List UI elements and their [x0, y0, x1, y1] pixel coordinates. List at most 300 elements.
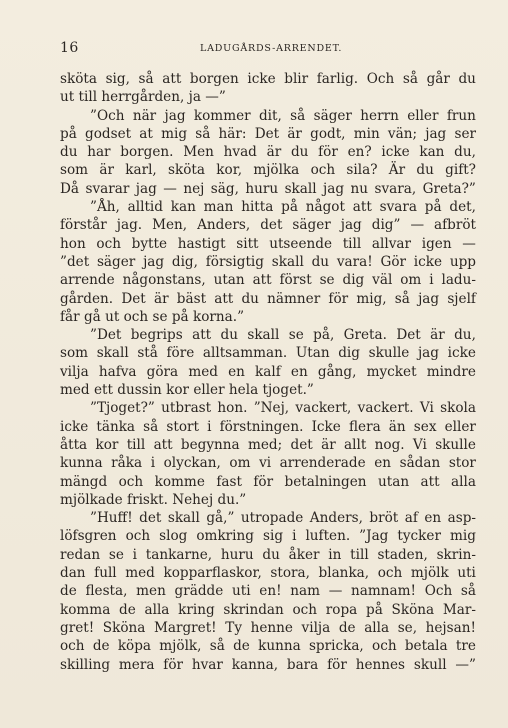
- word: nej: [183, 180, 205, 197]
- word: borgen.: [120, 144, 174, 161]
- word: at: [139, 125, 153, 142]
- word: gift?: [445, 162, 476, 179]
- word: så: [143, 418, 159, 435]
- word: till: [126, 436, 146, 453]
- word: kor,: [216, 162, 243, 179]
- word: se,: [397, 619, 418, 636]
- word: säger: [292, 217, 331, 234]
- word: förstår: [60, 217, 107, 234]
- word: dig”: [371, 217, 401, 234]
- word: att: [192, 327, 212, 344]
- word: uti: [232, 583, 251, 600]
- word: godt,: [310, 125, 346, 142]
- text-line: [60, 253, 476, 271]
- word: skull: [413, 656, 447, 673]
- text-line: [60, 125, 476, 143]
- word: begynna: [180, 436, 240, 453]
- word: borgen: [189, 71, 239, 87]
- word: ”Huff!: [90, 510, 133, 527]
- word: omkring: [196, 528, 254, 545]
- word: i: [132, 546, 138, 563]
- word: skall: [271, 253, 304, 270]
- word: in: [328, 546, 342, 563]
- word: är: [430, 327, 445, 344]
- word: spricka,: [308, 638, 364, 655]
- word: det: [290, 436, 313, 453]
- word: gret!: [60, 619, 95, 636]
- word: jag: [135, 180, 157, 197]
- word: sig: [263, 528, 284, 545]
- page-number: 16: [60, 40, 79, 56]
- word: stora,: [270, 565, 310, 582]
- word: så: [402, 71, 418, 87]
- word: en?: [347, 144, 372, 161]
- word: Är: [388, 162, 406, 179]
- word: att: [252, 272, 272, 289]
- word: bara: [286, 656, 319, 673]
- word: är: [99, 162, 114, 179]
- word: en: [374, 455, 392, 472]
- word: till: [350, 546, 369, 563]
- text-line: [60, 637, 476, 655]
- word: du: [241, 290, 259, 307]
- word: svarar: [85, 180, 130, 197]
- word: är: [153, 290, 169, 307]
- word: huru: [220, 546, 254, 563]
- word: att: [352, 199, 372, 216]
- word: skola: [440, 400, 476, 417]
- word: sådan: [399, 455, 441, 472]
- word: nam: [290, 583, 321, 600]
- word: du: [311, 253, 330, 270]
- word: på: [60, 125, 77, 142]
- word: sköta: [168, 162, 205, 179]
- word: jag: [425, 125, 447, 142]
- word: säg,: [210, 180, 239, 197]
- word: och: [292, 601, 318, 618]
- word: icke: [413, 253, 443, 270]
- word: åker: [288, 546, 320, 563]
- word: alla: [451, 473, 476, 490]
- word: Vi: [412, 436, 427, 453]
- word: och: [310, 162, 336, 179]
- word: hastigt: [177, 235, 226, 252]
- word: är: [287, 125, 302, 142]
- text-line: [60, 399, 476, 417]
- word: du: [290, 144, 309, 161]
- word: tänka: [96, 418, 136, 435]
- word: sjelf: [447, 290, 476, 307]
- text-line: [60, 363, 476, 381]
- word: om: [400, 272, 422, 289]
- word: dig: [338, 345, 360, 362]
- text-line: mjölkade friskt. Nehej du.”: [60, 491, 247, 508]
- word: icke: [447, 345, 476, 362]
- word: gång,: [317, 363, 357, 380]
- word: det: [139, 510, 162, 527]
- word: så: [209, 638, 225, 655]
- word: dan: [60, 565, 86, 582]
- text-line: [60, 271, 476, 289]
- word: så: [195, 125, 211, 142]
- word: vilja: [60, 363, 89, 380]
- word: eller: [444, 418, 476, 435]
- word: du: [416, 162, 434, 179]
- word: till: [342, 235, 362, 252]
- word: asp-: [447, 510, 476, 527]
- word: —”: [455, 656, 476, 673]
- word: och: [377, 565, 403, 582]
- word: vän;: [387, 125, 418, 142]
- text-line: [60, 527, 476, 545]
- word: ”Jag: [359, 528, 389, 545]
- text-line: [60, 418, 476, 436]
- word: säger: [313, 107, 352, 124]
- word: på: [366, 601, 383, 618]
- word: hitta: [241, 199, 274, 216]
- word: sitt: [236, 235, 259, 252]
- word: skall: [167, 510, 200, 527]
- word: du,: [454, 144, 476, 161]
- word: på: [281, 199, 298, 216]
- text-line: med ett dussin kor eller hela tjoget.”: [60, 382, 314, 399]
- word: är: [266, 144, 282, 161]
- word: icke: [60, 418, 89, 435]
- word: att: [162, 71, 182, 87]
- word: så: [394, 290, 410, 307]
- word: Greta.: [343, 327, 387, 344]
- word: bytte: [131, 235, 168, 252]
- word: af: [404, 510, 418, 527]
- word: ”Och: [90, 107, 125, 124]
- word: utbrast: [161, 400, 212, 417]
- word: om: [229, 455, 251, 472]
- word: mycket: [366, 363, 417, 380]
- word: bröt: [369, 510, 399, 527]
- word: med: [125, 565, 155, 582]
- word: —: [328, 583, 343, 600]
- word: ”Det: [90, 327, 122, 344]
- text-line: ut till herrgården, ja —”: [60, 89, 226, 106]
- word: mängd: [60, 473, 108, 490]
- word: ”det: [60, 253, 90, 270]
- word: i: [292, 528, 297, 545]
- word: kanna,: [231, 656, 279, 673]
- word: stor: [448, 455, 476, 472]
- word: att: [153, 436, 173, 453]
- word: för: [328, 290, 349, 307]
- word: olyckan,: [163, 455, 221, 472]
- word: se: [319, 272, 335, 289]
- word: stå: [137, 345, 158, 362]
- word: upp: [449, 253, 476, 270]
- word: kunna: [258, 638, 301, 655]
- word: för: [253, 473, 274, 490]
- text-line: [60, 564, 476, 582]
- word: uti: [457, 565, 476, 582]
- word: jag: [417, 345, 439, 362]
- word: så: [138, 71, 154, 87]
- word: huru: [245, 180, 279, 197]
- word: tankarne,: [145, 546, 213, 563]
- word: grädde: [174, 583, 224, 600]
- word: eller: [407, 107, 439, 124]
- word: i: [207, 418, 212, 435]
- word: utan: [378, 473, 410, 490]
- word: tre: [455, 638, 476, 655]
- word: full: [94, 565, 117, 582]
- word: herrn: [360, 107, 399, 124]
- word: farlig.: [316, 71, 359, 87]
- word: arrenderade: [279, 455, 366, 472]
- word: tycker: [397, 528, 441, 545]
- word: dig: [342, 272, 365, 289]
- running-title: LADUGÅRDS-ARRENDET.: [200, 43, 343, 54]
- word: något: [305, 199, 345, 216]
- word: ”Nej,: [253, 400, 290, 417]
- word: Men,: [152, 217, 188, 234]
- word: jag: [418, 290, 440, 307]
- word: och: [60, 638, 85, 655]
- word: betala: [404, 638, 448, 655]
- word: —: [462, 235, 476, 252]
- word: mig,: [356, 290, 387, 307]
- text-line: [60, 601, 476, 619]
- word: jag: [323, 180, 345, 197]
- word: gården.: [60, 290, 114, 307]
- word: Det: [396, 327, 421, 344]
- word: nämner: [267, 290, 321, 307]
- word: och: [96, 235, 121, 252]
- word: redan: [60, 546, 101, 563]
- body-text: [60, 70, 476, 674]
- word: slog: [159, 528, 188, 545]
- word: karl,: [125, 162, 157, 179]
- text-line: [60, 180, 476, 198]
- word: Det: [254, 125, 280, 142]
- word: försigtig: [205, 253, 264, 270]
- word: afbröt: [434, 217, 476, 234]
- word: Mar-: [442, 601, 476, 618]
- word: du: [458, 71, 476, 87]
- word: det,: [449, 199, 476, 216]
- text-line: [60, 143, 476, 161]
- word: ser: [454, 125, 476, 142]
- word: sex: [413, 418, 437, 435]
- word: mjölka: [253, 162, 300, 179]
- word: nu: [350, 180, 369, 197]
- word: göra: [146, 363, 179, 380]
- word: jag: [164, 107, 186, 124]
- word: som: [60, 162, 89, 179]
- word: vackert.: [357, 400, 414, 417]
- word: blanka,: [318, 565, 370, 582]
- word: råka: [111, 455, 143, 472]
- word: se: [288, 327, 304, 344]
- word: Utan: [295, 345, 330, 362]
- text-line: [60, 235, 476, 253]
- word: skall: [247, 327, 280, 344]
- word: —: [163, 180, 177, 197]
- word: begrips: [130, 327, 183, 344]
- text-line: [60, 582, 476, 600]
- word: nog.: [374, 436, 405, 453]
- word: åtta: [60, 436, 88, 453]
- word: mjölk,: [159, 638, 202, 655]
- word: de: [92, 638, 110, 655]
- word: Icke: [311, 418, 341, 435]
- word: löfsgren: [60, 528, 117, 545]
- word: någonstans,: [122, 272, 206, 289]
- word: frun: [446, 107, 476, 124]
- word: är: [321, 436, 336, 453]
- word: kommer: [193, 107, 251, 124]
- word: än: [388, 418, 406, 435]
- word: vilja: [301, 619, 331, 636]
- word: så: [290, 107, 306, 124]
- word: henne: [250, 619, 293, 636]
- text-line: [60, 70, 476, 88]
- word: Då: [60, 180, 80, 197]
- word: Vi: [419, 400, 434, 417]
- word: vi: [259, 455, 272, 472]
- word: skall: [96, 345, 129, 362]
- word: skilling: [60, 656, 111, 673]
- word: kan: [419, 144, 445, 161]
- word: att: [214, 290, 234, 307]
- word: en: [290, 363, 308, 380]
- word: dig,: [171, 253, 198, 270]
- word: i: [429, 272, 434, 289]
- word: svara: [379, 199, 417, 216]
- word: bäst: [176, 290, 207, 307]
- word: mig: [161, 125, 188, 142]
- word: blir: [284, 71, 309, 87]
- word: Ty: [225, 619, 242, 636]
- word: komma: [60, 601, 111, 618]
- word: hvad: [223, 144, 257, 161]
- word: och: [372, 638, 397, 655]
- text-line: [60, 107, 476, 125]
- word: betalningen: [284, 473, 367, 490]
- word: en!: [259, 583, 282, 600]
- word: se: [108, 546, 124, 563]
- text-line: [60, 546, 476, 564]
- word: sila?: [346, 162, 378, 179]
- word: vackert,: [295, 400, 352, 417]
- word: ”Tjoget?”: [90, 400, 155, 417]
- word: allvar: [371, 235, 412, 252]
- word: fast: [216, 473, 242, 490]
- word: mjölk: [410, 565, 449, 582]
- word: för: [327, 656, 347, 673]
- word: svara,: [374, 180, 417, 197]
- word: när: [132, 107, 157, 124]
- word: ladu-: [441, 272, 476, 289]
- word: har: [87, 144, 111, 161]
- word: och: [118, 473, 144, 490]
- word: Sköna: [391, 601, 435, 618]
- word: man: [203, 199, 234, 216]
- word: hafva: [98, 363, 137, 380]
- text-line: [60, 454, 476, 472]
- word: Sköna: [102, 619, 146, 636]
- word: mindre: [426, 363, 476, 380]
- word: sköta: [60, 71, 97, 87]
- word: kopparflaskor,: [163, 565, 262, 582]
- text-line: [60, 161, 476, 179]
- word: så: [460, 583, 476, 600]
- word: Och: [424, 583, 453, 600]
- word: dit,: [258, 107, 282, 124]
- text-line: [60, 326, 476, 344]
- word: du: [60, 144, 78, 161]
- text-line: får gå ut och se på korna.”: [60, 308, 245, 325]
- word: alltsamman.: [202, 345, 288, 362]
- word: du: [262, 546, 280, 563]
- word: och: [125, 528, 151, 545]
- word: Gör: [380, 253, 407, 270]
- word: Margret!: [153, 619, 217, 636]
- word: utan: [213, 272, 245, 289]
- word: arrende: [60, 272, 115, 289]
- word: för: [163, 656, 184, 673]
- word: jag: [340, 217, 362, 234]
- word: ”Åh,: [90, 199, 120, 216]
- word: före: [166, 345, 195, 362]
- word: luften.: [305, 528, 351, 545]
- word: komme: [154, 473, 205, 490]
- word: jag.: [116, 217, 143, 234]
- word: skulle: [368, 345, 410, 362]
- word: Men: [183, 144, 214, 161]
- text-line: [60, 290, 476, 308]
- word: allt: [344, 436, 367, 453]
- word: skulle: [435, 436, 476, 453]
- word: icke: [381, 144, 410, 161]
- word: en: [228, 363, 245, 380]
- word: —: [410, 217, 425, 234]
- word: alla: [144, 601, 170, 618]
- word: en: [424, 510, 442, 527]
- word: hon: [60, 235, 86, 252]
- word: hennes: [355, 656, 406, 673]
- word: Och: [366, 71, 395, 87]
- word: ropa: [325, 601, 358, 618]
- word: de: [119, 601, 136, 618]
- word: vara!: [336, 253, 373, 270]
- word: hvar: [191, 656, 223, 673]
- word: kring: [178, 601, 215, 618]
- word: det: [260, 217, 283, 234]
- word: hejsan!: [425, 619, 476, 636]
- word: köpa: [117, 638, 152, 655]
- word: staden,: [377, 546, 428, 563]
- word: de: [60, 583, 77, 600]
- word: alla: [364, 619, 390, 636]
- word: du: [220, 327, 238, 344]
- word: i: [150, 455, 156, 472]
- word: att: [420, 473, 440, 490]
- text-line: [60, 344, 476, 362]
- word: gå,”: [206, 510, 235, 527]
- word: går: [426, 71, 450, 87]
- word: icke: [247, 71, 276, 87]
- word: stort: [166, 418, 199, 435]
- word: för: [318, 144, 338, 161]
- word: kan: [170, 199, 196, 216]
- word: väl: [372, 272, 393, 289]
